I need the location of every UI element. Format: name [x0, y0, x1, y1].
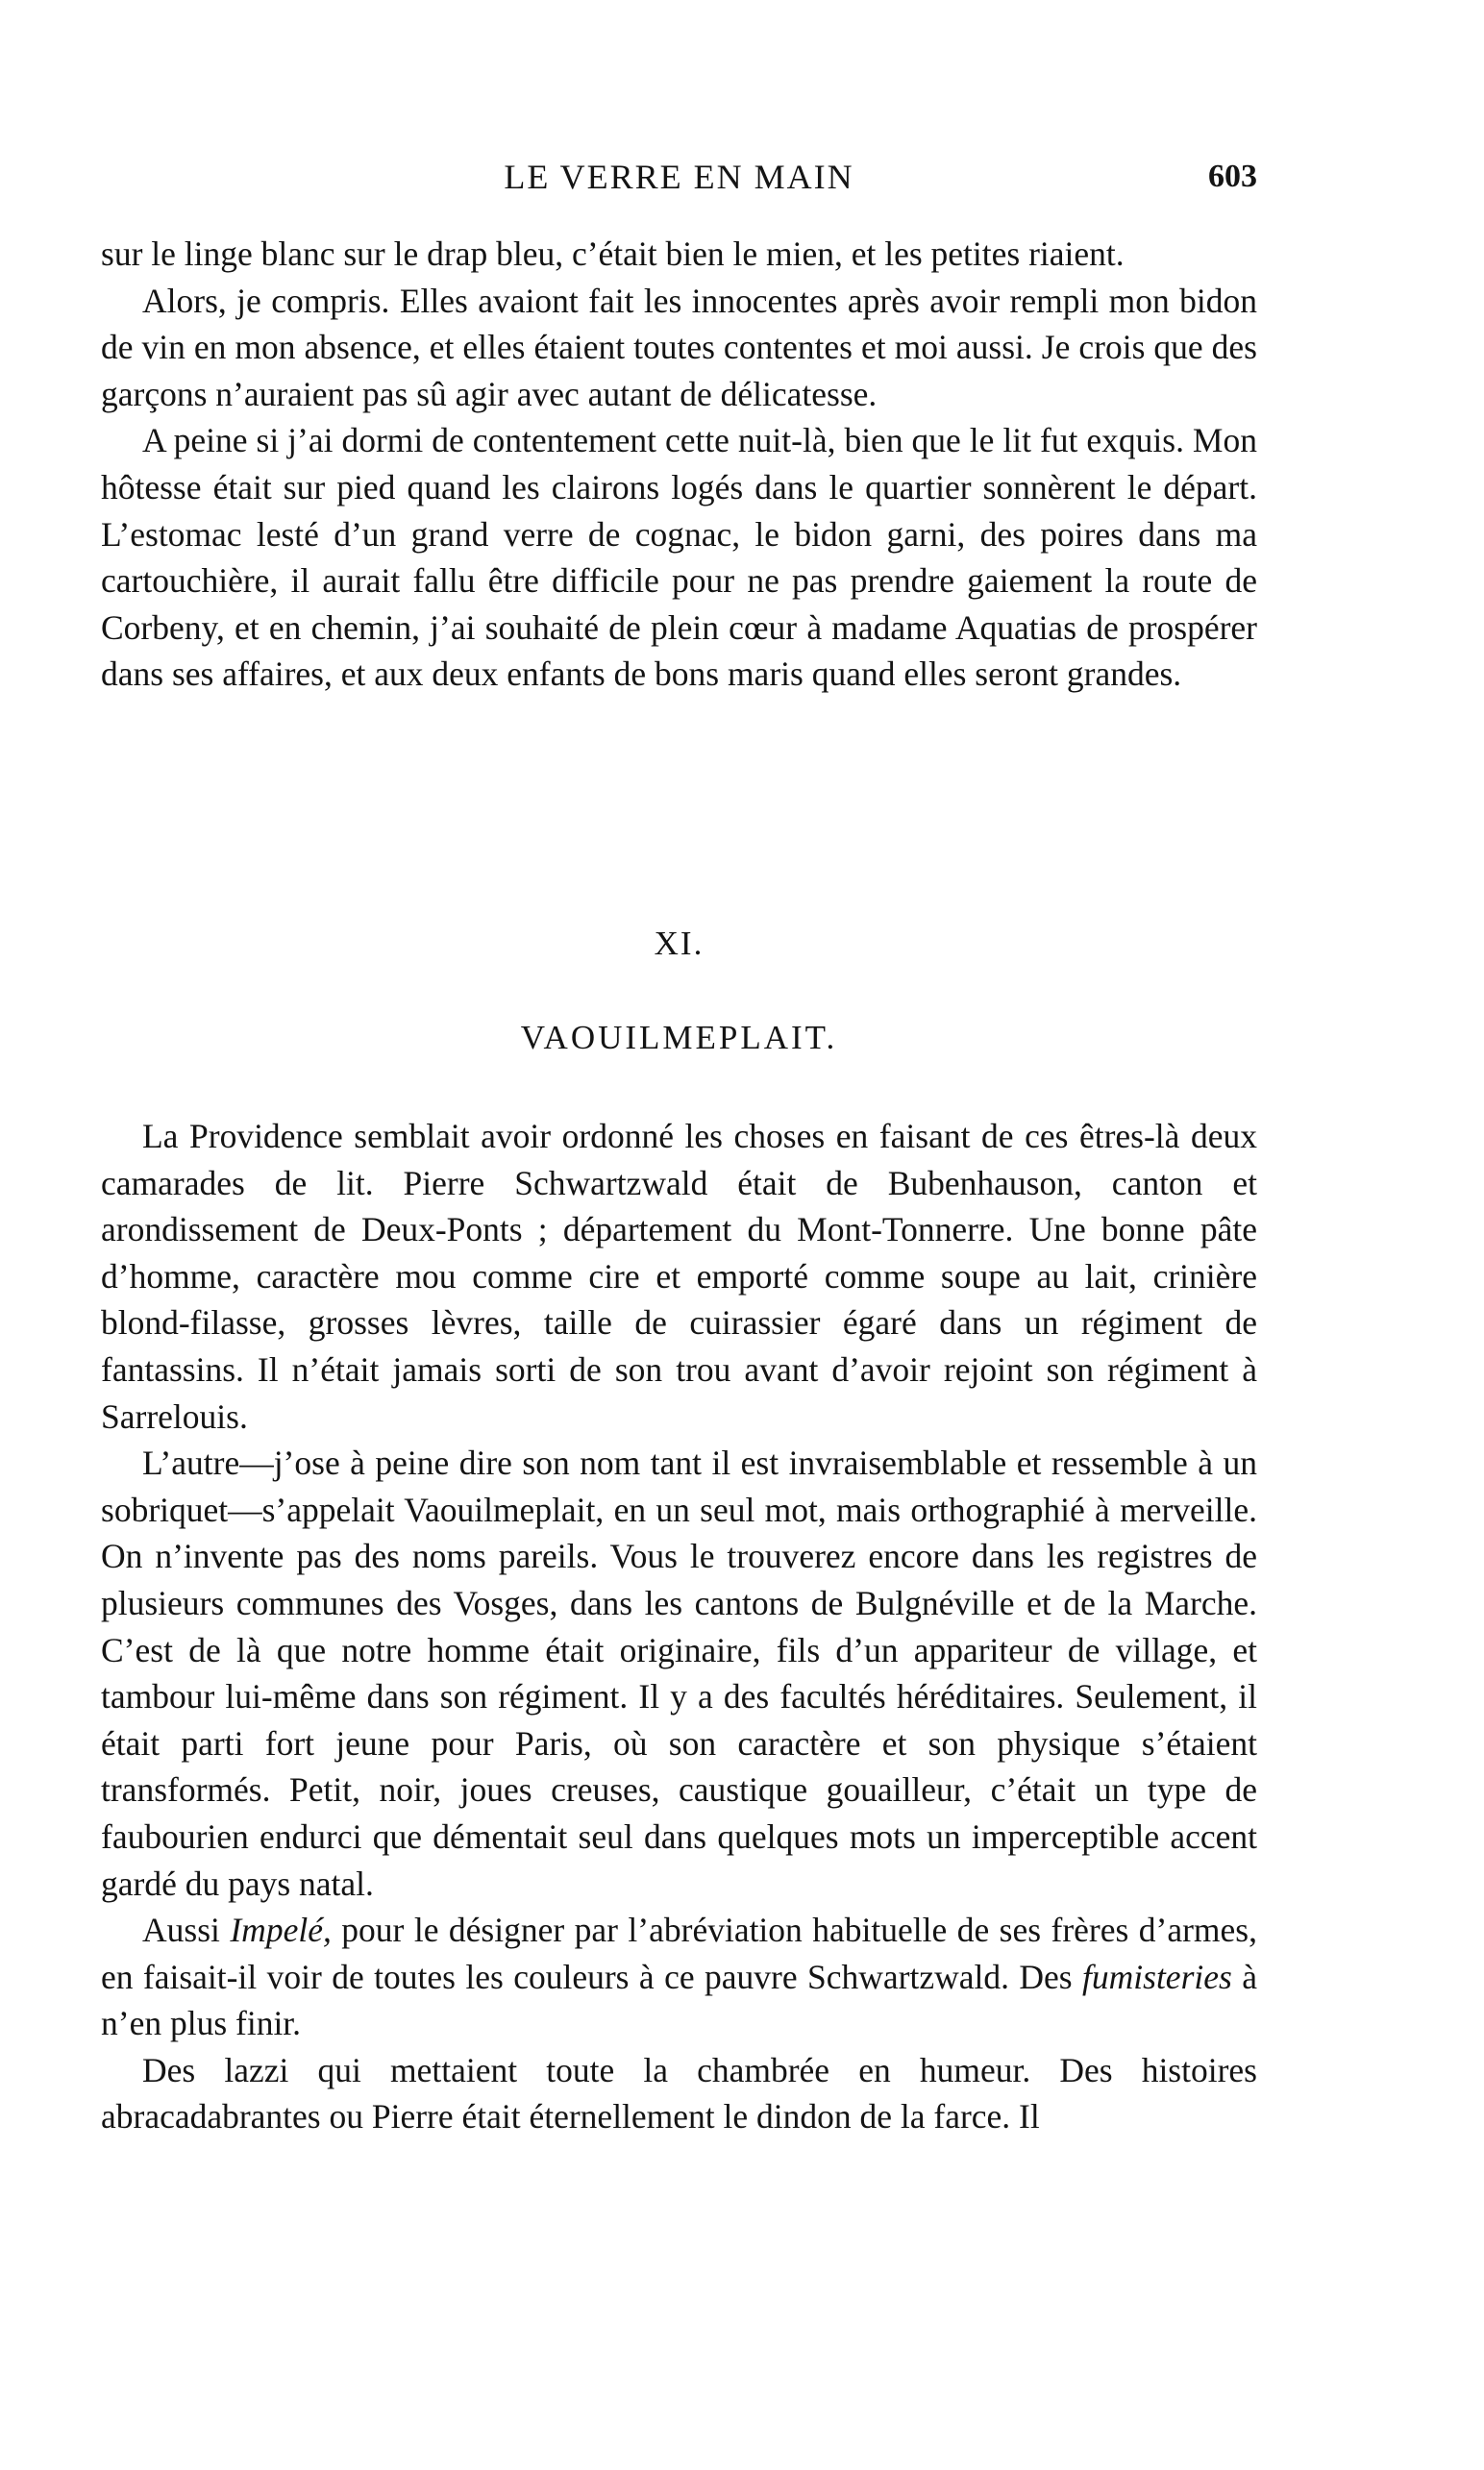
running-head [101, 156, 1257, 204]
paragraph-text: Aussi [142, 1911, 231, 1950]
paragraph: Des lazzi qui mettaient toute la chambrée en humeur. Des histoires abracadabrantes ou Pierre était éternellement le dindon de la farce. Il [101, 2050, 1257, 2137]
text-block-chapter-body [101, 1113, 1257, 2140]
text-block-before-chapter [101, 231, 1257, 698]
chapter-title: VAOUILMEPLAIT. [520, 1019, 838, 1056]
italic-nickname: Impelé, [230, 1911, 332, 1950]
paragraph: Alors, je compris. Elles avaiont fait les innocentes après avoir rempli mon bidon de vin en mon absence, et elles étaient toutes contentes et moi aussi. Je crois que des garçons n’auraient pas sû agir avec autant de délicatesse. [101, 281, 1257, 413]
italic-word: fumisteries [1082, 1957, 1232, 1996]
running-title: LE VERRE EN MAIN [504, 158, 854, 196]
paragraph-text: pour le désigner par l’abréviation habituelle de ses frères d’armes, en faisait-il voir de toutes les couleurs à ce pauvre Schwartzwald. Des [101, 1911, 1257, 1996]
paragraph: La Providence semblait avoir ordonné les choses en faisant de ces êtres-là deux camarades de lit. Pierre Schwartzwald était de Bubenhauson, canton et arondissement de Deux-Ponts ; département du Mont-Tonnerre. Une bonne pâte d’homme, caractère mou comme cire et emporté comme soupe au lait, crinière blond-filasse, grosses lèvres, taille de cuirassier égaré dans un régiment de fantassins. Il n’était jamais sorti de son trou avant d’avoir rejoint son régiment à Sarrelouis. [101, 1117, 1257, 1436]
paragraph: L’autre—j’ose à peine dire son nom tant il est invraisemblable et ressemble à un sobriquet—s’appelait Vaouilmeplait, en un seul mot, mais orthographié à merveille. On n’invente pas des noms pareils. Vous le trouverez encore dans les registres de plusieurs communes des Vosges, dans les cantons de Bulgnéville et de la Marche. C’est de là que notre homme était originaire, fils d’un appariteur de village, et tambour lui-même dans son régiment. Il y a des facultés héréditaires. Seulement, il était parti fort jeune pour Paris, où son caractère et son physique s’étaient transformés. Petit, noir, joues creuses, caustique gouailleur, c’était un type de faubourien endurci que démentait seul dans quelques mots un imperceptible accent gardé du pays natal. [101, 1444, 1257, 1903]
paragraph: A peine si j’ai dormi de contentement cette nuit-là, bien que le lit fut exquis. Mon hôtesse était sur pied quand les clairons logés dans le quartier sonnèrent le départ. L’estomac lesté d’un grand verre de cognac, le bidon garni, des poires dans ma cartouchière, il aurait fallu être difficile pour ne pas prendre gaiement la route de Corbeny, et en chemin, j’ai souhaité de plein cœur à madame Aquatias de prospérer dans ses affaires, et aux deux enfants de bons maris quand elles seront grandes. [101, 421, 1257, 694]
paragraph-continued: sur le linge blanc sur le drap bleu, c’était bien le mien, et les petites riaient. [101, 235, 1125, 273]
paragraph-text: à n’en plus finir. [101, 1957, 1258, 2043]
paragraph-with-italics [101, 1907, 1257, 2047]
chapter-number: XI. [654, 925, 705, 962]
page-number: 603 [1208, 159, 1257, 194]
